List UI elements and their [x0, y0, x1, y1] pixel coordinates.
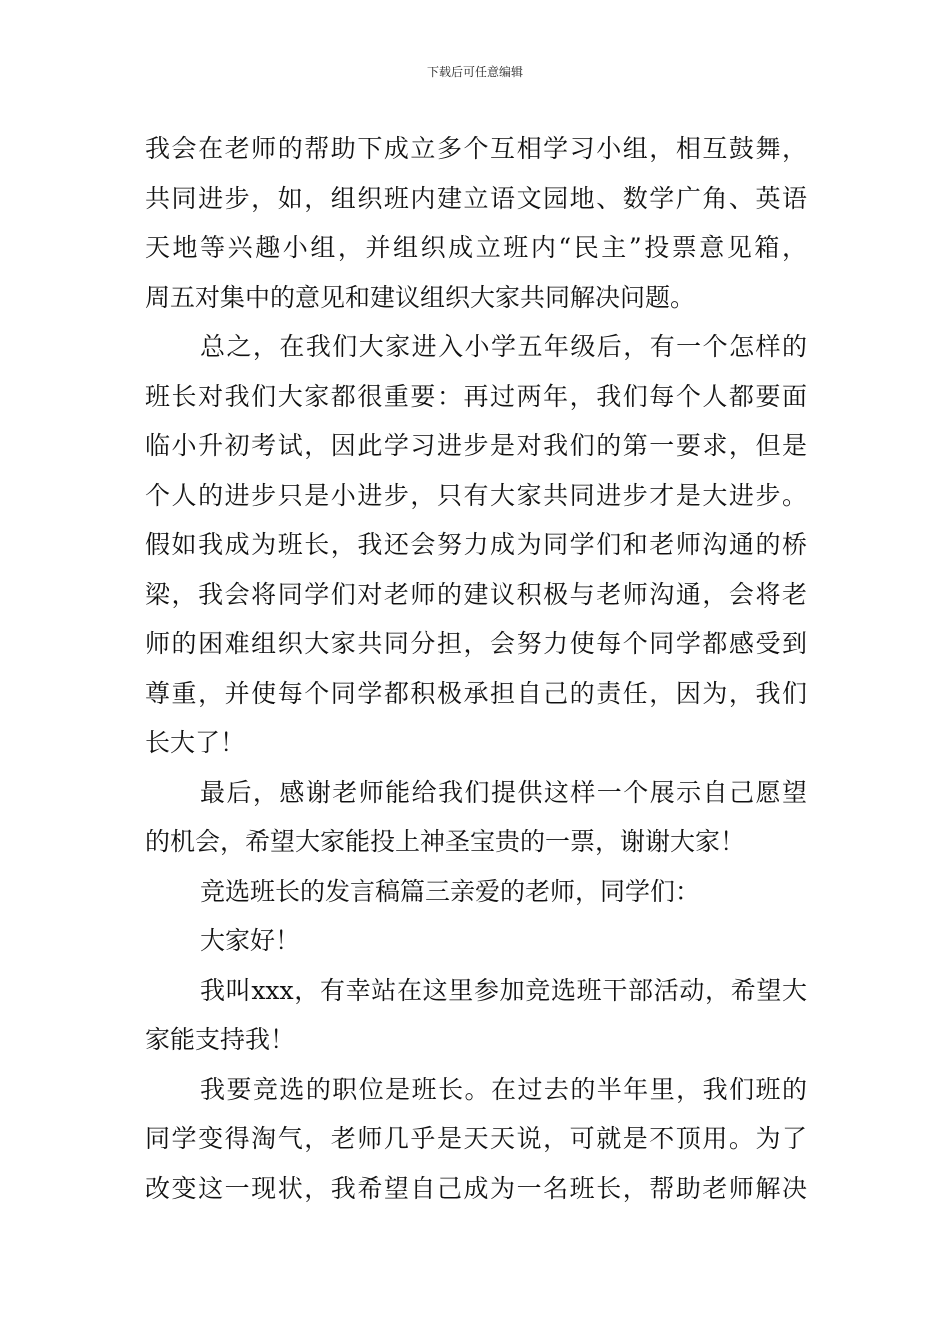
text-line: 长大了！ [145, 728, 246, 757]
text-line: 大家好！ [200, 926, 301, 955]
text-line: 改变这一现状，我希望自己成为一名班长，帮助老师解决 [145, 1173, 807, 1203]
text-line: 周五对集中的意见和建议组织大家共同解决问题。 [145, 282, 696, 312]
text-line: 竞选班长的发言稿篇三亲爱的老师，同学们： [200, 876, 701, 906]
text-line: 最后，感谢老师能给我们提供这样一个展示自己愿望 [200, 777, 807, 807]
text-line: 梁，我会将同学们对老师的建议积极与老师沟通，会将老 [145, 579, 807, 609]
text-line: 班长对我们大家都很重要：再过两年，我们每个人都要面 [145, 381, 807, 411]
text-line: 我叫xxx，有幸站在这里参加竞选班干部活动，希望大 [200, 975, 807, 1005]
text-line: 临小升初考试，因此学习进步是对我们的第一要求，但是 [145, 431, 807, 460]
page-header: 下载后可任意编辑 [426, 65, 523, 79]
text-line: 尊重，并使每个同学都积极承担自己的责任，因为，我们 [145, 678, 807, 708]
text-line: 个人的进步只是小进步，只有大家共同进步才是大进步。 [145, 480, 807, 510]
text-line: 天地等兴趣小组，并组织成立班内“民主”投票意见箱， [145, 233, 807, 262]
text-line: 家能支持我！ [145, 1025, 296, 1054]
text-line: 我会在老师的帮助下成立多个互相学习小组，相互鼓舞， [145, 134, 807, 163]
text-line: 同学变得淘气，老师几乎是天天说，可就是不顶用。为了 [145, 1124, 807, 1153]
text-line: 总之，在我们大家进入小学五年级后，有一个怎样的 [200, 332, 807, 361]
text-line: 师的困难组织大家共同分担，会努力使每个同学都感受到 [145, 629, 807, 658]
text-line: 我要竞选的职位是班长。在过去的半年里，我们班的 [200, 1074, 807, 1104]
text-line: 共同进步，如，组织班内建立语文园地、数学广角、英语 [145, 183, 807, 213]
document-body [145, 124, 807, 1213]
text-line: 的机会，希望大家能投上神圣宝贵的一票，谢谢大家！ [145, 827, 746, 856]
text-line: 假如我成为班长，我还会努力成为同学们和老师沟通的桥 [145, 530, 807, 559]
